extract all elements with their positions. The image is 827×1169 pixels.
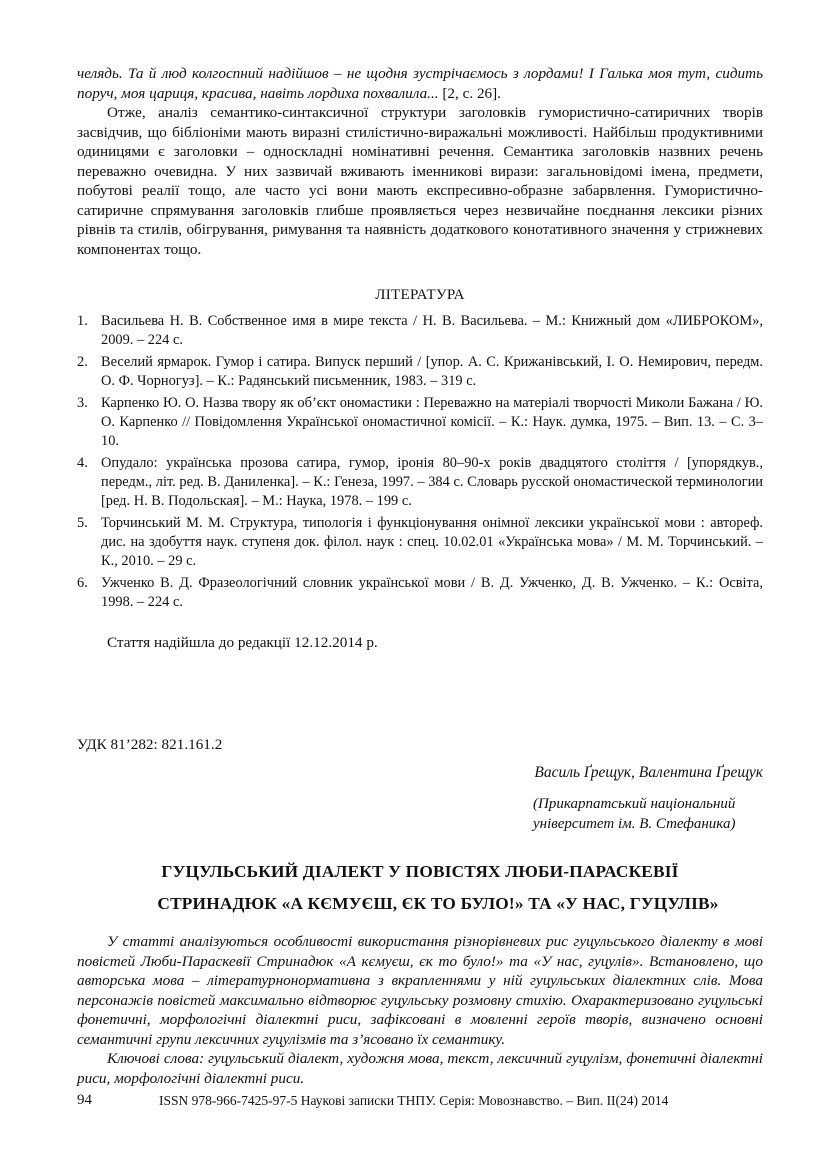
body-continuation — [77, 64, 763, 103]
author-affiliation — [77, 794, 763, 834]
page-content — [77, 64, 763, 1088]
udk-code: УДК 81’282: 821.161.2 — [77, 736, 223, 753]
quote-citation: [2, с. 26]. — [438, 84, 501, 102]
article-title — [77, 858, 763, 918]
affiliation-line: (Прикарпатський національний — [533, 796, 736, 812]
title-line: СТРИНАДЮК «А КЄМУЄШ, ЄК ТО БУЛО!» ТА «У НАС, ГУЦУЛІВ» — [157, 894, 719, 913]
references-heading: ЛІТЕРАТУРА — [375, 287, 465, 303]
reference-item: 6. Ужченко В. Д. Фразеологічний словник української мови / В. Д. Ужченко, Д. В. Ужченко. – К.: Освіта, 1998. – 224 с. — [77, 575, 763, 610]
reference-item: 3. Карпенко Ю. О. Назва твору як об’єкт ономастики : Переважно на матеріалі творчості Миколи Бажана / Ю. О. Карпенко // Повідомлення Української ономастичної комісії. – К.: Наук. думка, 1975. – Вип. 13. – С. 3–10. — [77, 395, 763, 449]
article-keywords: Ключові слова: гуцульський діалект, художня мова, текст, лексичний гуцулізм, фонетичні діалектні риси, морфологічні діалектні риси. — [77, 1050, 763, 1087]
received-date: Стаття надійшла до редакції 12.12.2014 р. — [107, 634, 378, 651]
article-abstract: У статті аналізуються особливості використання різнорівневих рис гуцульського діалекту в мові повістей Люби-Параскевії Стринадюк «А кємуєш, єк то було!» та «У нас, гуцулів». Встановлено, що авторська мова – літературнонормативна з вкрапленнями у ній гуцульських діалектних слів. Мова персонажів повістей максимально відтворює гуцульську розмовну стихію. Охарактеризовано гуцульські фонетичні, морфологічні діалектні риси, зафіксовані в мовленні героїв творів, визначено основні семантичні групи лексичних гуцулізмів та з’ясовано їх семантику. — [77, 933, 763, 1048]
reference-item: 1. Васильева Н. В. Собственное имя в мире текста / Н. В. Васильева. – М.: Книжный дом «ЛИБРОКОМ», 2009. – 224 с. — [77, 313, 763, 348]
article-authors: Василь Ґрещук, Валентина Ґрещук — [534, 764, 763, 781]
reference-item: 5. Торчинський М. М. Структура, типологія і функціонування онімної лексики української мови : автореф. дис. на здобуття наук. ступеня док. філол. наук : спец. 10.02.01 «Українська мова» / М. М. Торчинський. – К., 2010. – 29 с. — [77, 515, 763, 569]
conclusion-paragraph: Отже, аналіз семантико-синтаксичної структури заголовків гумористично-сатиричних творів засвідчив, що бібліоніми мають виразні стилістично-виражальні можливості. Найбільш продуктивними одиницями є заголовки – односкладні номінативні речення. Семантика заголовків назвних речень переважно очевидна. У них зазвичай вживають іменникові вирази: загальновідомі імена, предмети, побутові реалії тощо, але часто усі вони мають експресивно-образне забарвлення. Гумористично-сатиричне спрямування заголовків глибше проявляється через незвичайне поєднання лексики різних рівнів та стилів, обігрування, римування та наявність додаткового конотативного значення у стрижневих компонентах тощо. — [77, 104, 763, 258]
title-line: ГУЦУЛЬСЬКИЙ ДІАЛЕКТ У ПОВІСТЯХ ЛЮБИ-ПАРАСКЕВІЇ — [161, 862, 679, 881]
reference-item: 4. Опудало: українська прозова сатира, гумор, іронія 80–90-х років двадцятого століття / [упорядкув., передм., літ. ред. В. Даниленка]. – К.: Генеза, 1997. – 384 с. Словарь русской ономастической терминологии [ред. Н. В. Подольская]. – М.: Наука, 1978. – 199 с. — [77, 455, 763, 509]
affiliation-line: університет ім. В. Стефаника) — [533, 816, 736, 832]
reference-item: 2. Веселий ярмарок. Гумор і сатира. Випуск перший / [упор. А. С. Крижанівський, І. О. Немирович, передм. О. Ф. Чорногуз]. – К.: Радянський письменник, 1983. – 319 с. — [77, 354, 763, 389]
journal-info: ISSN 978-966-7425-97-5 Наукові записки ТНПУ. Серія: Мовознавство. – Вип. ІІ(24) 2014 — [159, 1093, 669, 1108]
page-number: 94 — [77, 1092, 92, 1108]
quote-text: челядь. Та й люд колгоспний надійшов – не щодня зустрічаємось з лордами! І Галька моя тут, сидить поруч, моя цариця, красива, навіть лордиха похвалила... — [77, 65, 763, 102]
references-list — [77, 312, 763, 612]
